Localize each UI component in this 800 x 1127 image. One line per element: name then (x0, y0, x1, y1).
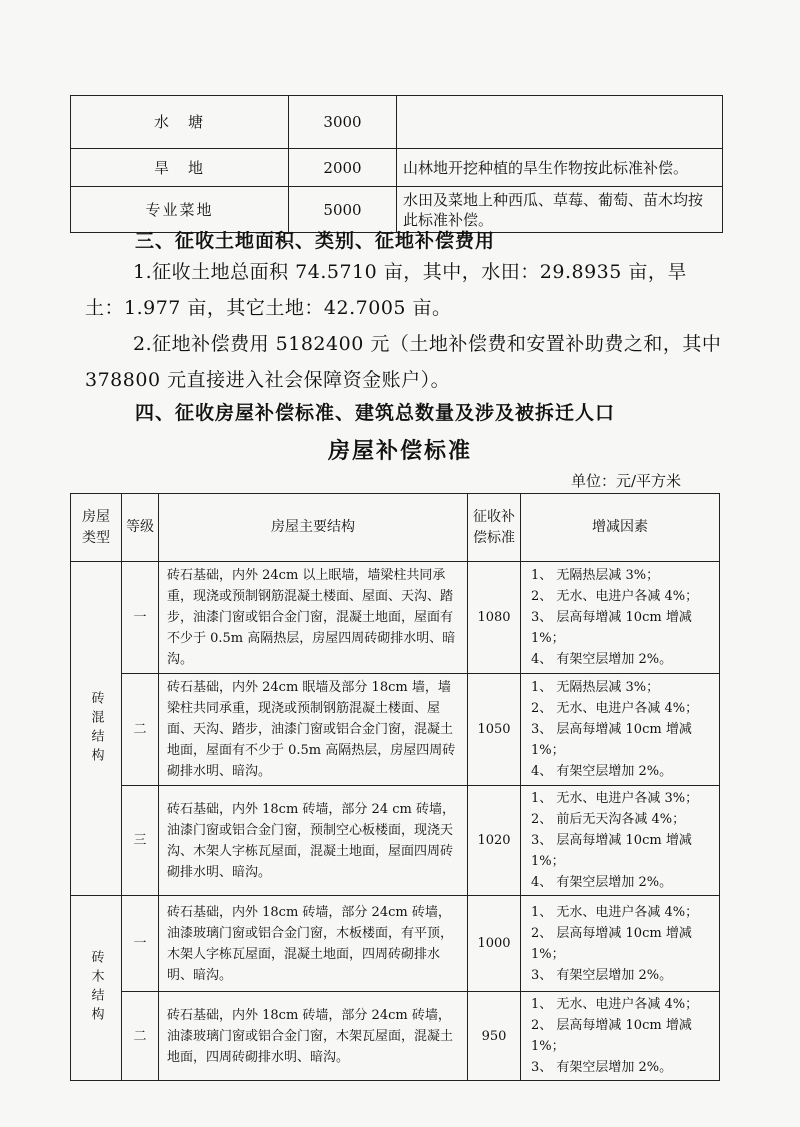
factor-line: 1、 无水、电进户各减 3%； (531, 791, 699, 806)
factor-line: 3、 层高每增减 10cm 增减 1%； (531, 722, 692, 758)
factor-line: 2、 层高每增减 10cm 增减 1%； (531, 925, 692, 962)
factor-line: 3、 有架空层增加 2%。 (531, 967, 673, 983)
land-value-cell: 5000 (289, 187, 397, 233)
table-header-row (71, 494, 720, 562)
price-cell: 1080 (468, 562, 521, 674)
price-cell: 950 (468, 992, 521, 1081)
price-cell: 1000 (468, 896, 521, 992)
table-row (71, 786, 720, 896)
factor-line: 1、 无隔热层减 3%； (531, 568, 660, 583)
factors-cell (521, 896, 720, 992)
price-cell: 1050 (468, 674, 521, 786)
table-row (71, 149, 723, 187)
factor-line: 4、 有架空层增加 2%。 (531, 652, 673, 667)
land-compensation-table (70, 95, 723, 233)
header-standard: 征收补偿标准 (468, 494, 521, 562)
factors-cell (521, 992, 720, 1081)
price-cell: 1020 (468, 786, 521, 896)
factor-line: 3、 层高每增减 10cm 增减 1%； (531, 833, 692, 869)
factors-cell (521, 674, 720, 786)
section-heading: 三、征收土地面积、类别、征地补偿费用 (135, 230, 496, 252)
factors-cell (521, 786, 720, 896)
level-cell: 三 (122, 786, 159, 896)
house-type-label: 砖木结构 (88, 950, 104, 1026)
house-type-cell (71, 896, 122, 1081)
structure-cell: 砖石基础，内外 18cm 砖墙，部分 24 cm 砖墙，油漆门窗或铝合金门窗，预制空心板楼面，现浇天沟、木架人字栋瓦屋面，混凝土地面，屋面四周砖砌排水明、暗沟。 (159, 786, 468, 896)
factor-line: 1、 无水、电进户各减 4%； (531, 904, 699, 920)
land-note-cell (397, 96, 723, 149)
house-compensation-table (70, 493, 720, 1081)
factor-line: 3、 有架空层增加 2%。 (531, 1060, 673, 1075)
factor-line: 2、 层高每增减 10cm 增减 1%； (531, 1018, 692, 1054)
level-cell: 二 (122, 992, 159, 1081)
level-cell: 一 (122, 562, 159, 674)
factor-line: 1、 无隔热层减 3%； (531, 680, 660, 695)
table-row (71, 96, 723, 149)
header-level: 等级 (122, 494, 159, 562)
land-value-cell: 2000 (289, 149, 397, 187)
land-value-cell: 3000 (289, 96, 397, 149)
land-type-cell: 专业菜地 (71, 187, 289, 233)
level-cell: 一 (122, 896, 159, 992)
table-row (71, 896, 720, 992)
land-note-cell: 水田及菜地上种西瓜、草莓、葡萄、苗木均按此标准补偿。 (397, 187, 723, 233)
structure-cell: 砖石基础，内外 24cm 眠墙及部分 18cm 墙，墙梁柱共同承重，现浇或预制钢筋混凝土楼面、屋面、天沟、踏步，油漆门窗或铝合金门窗，混凝土地面，屋面有不少于 0.5m 高隔热层，房屋四周砖砌排水明、暗沟。 (159, 674, 468, 786)
unit-label: 单位：元/平方米 (571, 472, 682, 490)
structure-cell: 砖石基础，内外 18cm 砖墙，部分 24cm 砖墙，油漆玻璃门窗或铝合金门窗，木板楼面，有平顶，木架人字栋瓦屋面，混凝土地面，四周砖砌排水明、暗沟。 (159, 896, 468, 992)
table-row (71, 562, 720, 674)
structure-cell: 砖石基础，内外 18cm 砖墙，部分 24cm 砖墙，油漆玻璃门窗或铝合金门窗，木架瓦屋面，混凝土地面，四周砖砌排水明、暗沟。 (159, 992, 468, 1081)
structure-cell: 砖石基础，内外 24cm 以上眠墙，墙梁柱共同承重，现浇或预制钢筋混凝土楼面、屋面、天沟、踏步，油漆门窗或铝合金门窗，混凝土地面，屋面有不少于 0.5m 高隔热层，房屋四周砖砌排水明、暗沟。 (159, 562, 468, 674)
factor-line: 4、 有架空层增加 2%。 (531, 875, 673, 890)
land-note-cell: 山林地开挖种植的旱生作物按此标准补偿。 (397, 149, 723, 187)
paragraph: 1.征收土地总面积 74.5710 亩，其中，水田：29.8935 亩，旱土：1.977 亩，其它土地：42.7005 亩。 (85, 261, 687, 319)
house-type-cell (71, 562, 122, 896)
header-structure: 房屋主要结构 (159, 494, 468, 562)
factors-cell (521, 562, 720, 674)
level-cell: 二 (122, 674, 159, 786)
factor-line: 3、 层高每增减 10cm 增减 1%； (531, 610, 692, 646)
factor-line: 2、 前后无天沟各减 4%； (531, 812, 686, 827)
house-type-label: 砖混结构 (88, 690, 104, 767)
factor-line: 2、 无水、电进户各减 4%； (531, 589, 699, 604)
factor-line: 2、 无水、电进户各减 4%； (531, 701, 699, 716)
factor-line: 1、 无水、电进户各减 4%； (531, 997, 699, 1012)
land-type-cell: 旱 地 (71, 149, 289, 187)
table-row (71, 674, 720, 786)
paragraph: 2.征地补偿费用 5182400 元（土地补偿费和安置补助费之和，其中 378800 元直接进入社会保障资金账户）。 (85, 333, 722, 391)
land-type-cell: 水 塘 (71, 96, 289, 149)
table-title: 房屋补偿标准 (327, 438, 472, 464)
header-type: 房屋类型 (71, 494, 122, 562)
table-row (71, 992, 720, 1081)
factor-line: 4、 有架空层增加 2%。 (531, 764, 673, 779)
header-factors: 增减因素 (521, 494, 720, 562)
section-heading: 四、征收房屋补偿标准、建筑总数量及涉及被拆迁人口 (135, 402, 616, 424)
